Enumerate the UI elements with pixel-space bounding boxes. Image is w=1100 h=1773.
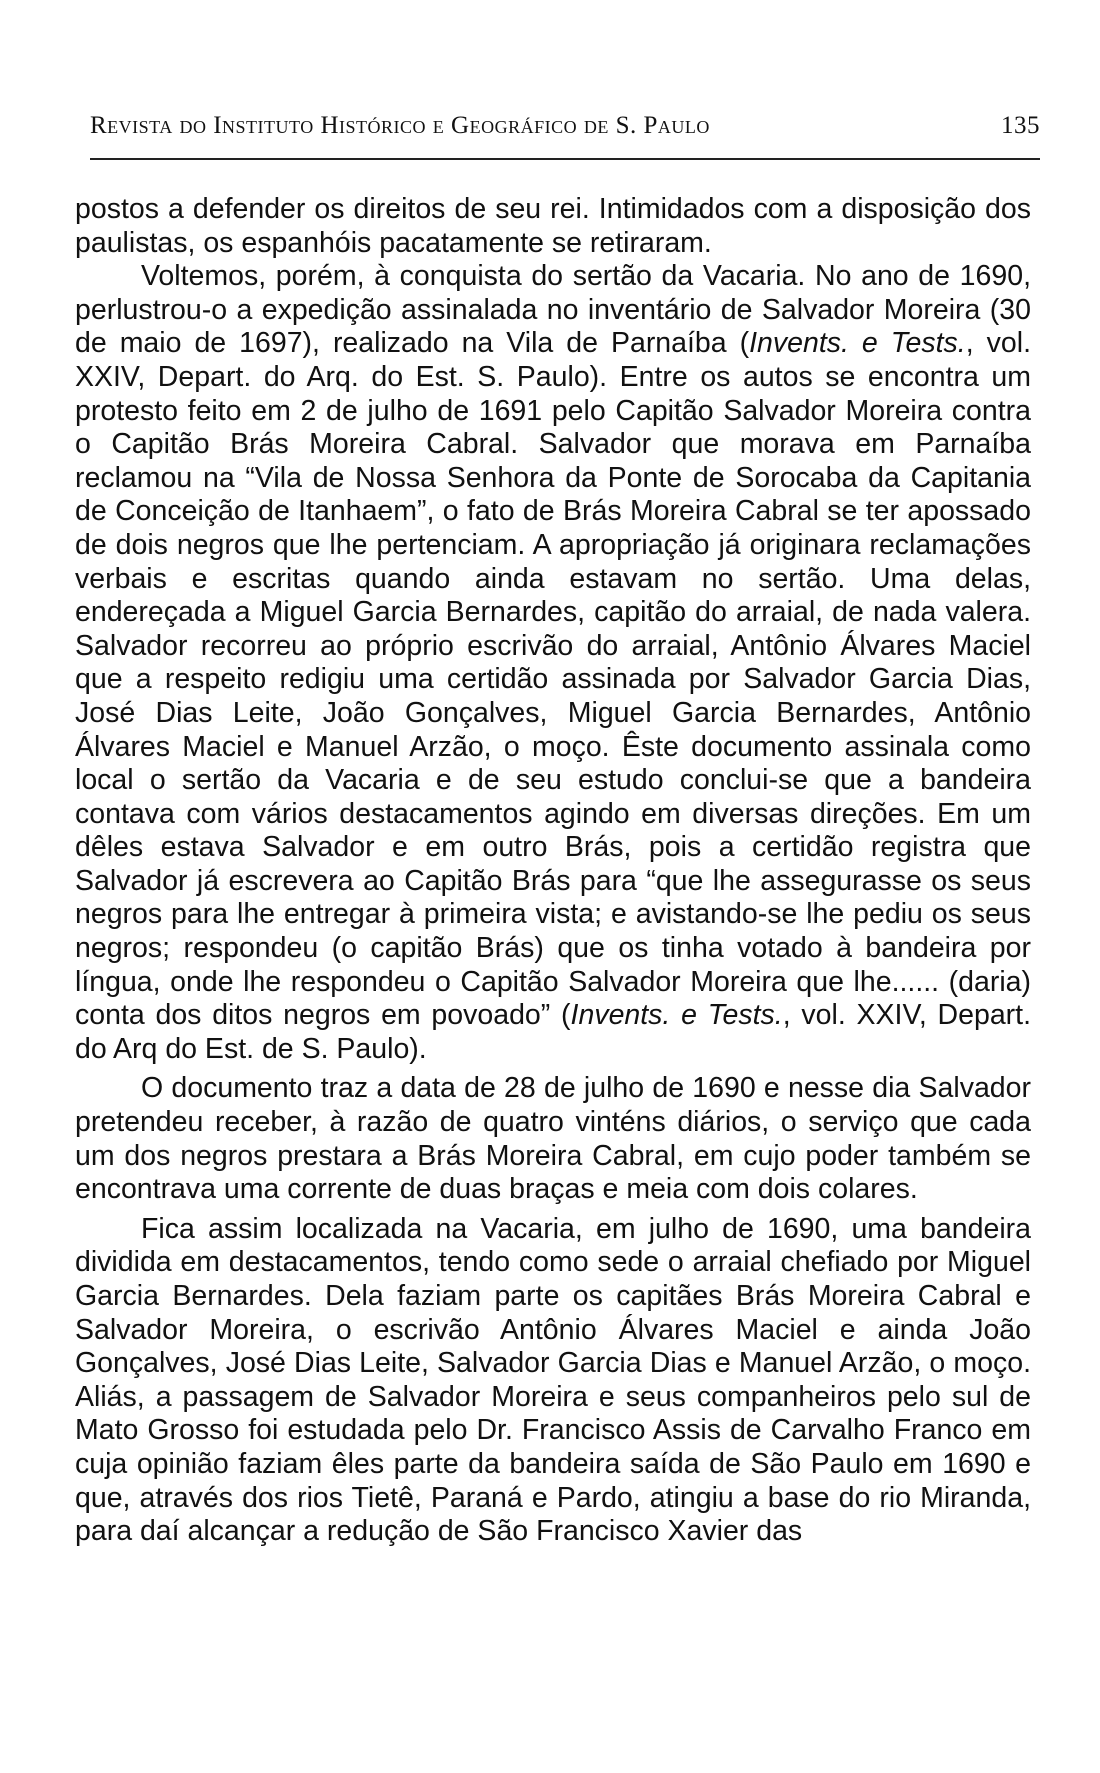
paragraph-1-text: postos a defender os direitos de seu rei. Intimidados com a disposição dos paulistas, os espanhóis pacatamente se retiraram. [75,193,1031,259]
paragraph-3 [75,1072,1031,1206]
header-rule [90,158,1040,160]
running-header [90,112,1040,152]
page-number: 135 [1001,112,1040,139]
paragraph-2-text-b: , vol. XXIV, Depart. do Arq. do Est. S. Paulo). Entre os autos se encontra um protesto feito em 2 de julho de 1691 pelo Capitão Salvador Moreira contra o Capitão Brás Moreira Cabral. Salvador que morava em Parnaíba reclamou na “Vila de Nossa Senhora da Ponte de Sorocaba da Capitania de Conceição de Itanhaem”, o fato de Brás Moreira Cabral se ter apossado de dois negros que lhe pertenciam. A apropriação já originara reclamações verbais e escritas quando ainda estavam no sertão. Uma delas, endereçada a Miguel Garcia Bernardes, capitão do arraial, de nada valera. Salvador recorreu ao próprio escrivão do arraial, Antônio Álvares Maciel que a respeito redigiu uma certidão assinada por Salvador Garcia Dias, José Dias Leite, João Gonçalves, Miguel Garcia Bernardes, Antônio Álvares Maciel e Manuel Arzão, o moço. Êste documento assinala como local o sertão da Vacaria e de seu estudo conclui-se que a bandeira contava com vários destacamentos agindo em diversas direções. Em um dêles estava Salvador e em outro Brás, pois a certidão registra que Salvador já escrevera ao Capitão Brás para “que lhe assegurasse os seus negros para lhe entregar à primeira vista; e avistando-se lhe pediu os seus negros; respondeu (o capitão Brás) que os tinha votado à bandeira por língua, onde lhe respondeu o Capitão Salvador Moreira que lhe...... (daria) conta dos ditos negros em povoado” ( [75,327,1031,1032]
paragraph-2-text-a: Voltemos, porém, à conquista do sertão da Vacaria. No ano de 1690, perlustrou-o a expedição assinalada no inventário de Salvador Moreira (30 de maio de 1697), realizado na Vila de Parnaíba ( [75,260,1031,360]
citation-italic: Invents. e Tests. [570,999,783,1032]
paragraph-4-text: Fica assim localizada na Vacaria, em julho de 1690, uma bandeira dividida em destacamentos, tendo como sede o arraial chefiado por Miguel Garcia Bernardes. Dela faziam parte os capitães Brás Moreira Cabral e Salvador Moreira, o escrivão Antônio Álvares Maciel e ainda João Gonçalves, José Dias Leite, Salvador Garcia Dias e Manuel Arzão, o moço. Aliás, a passagem de Salvador Moreira e seus companheiros pelo sul de Mato Grosso foi estudada pelo Dr. Francisco Assis de Carvalho Franco em cuja opinião faziam êles parte da bandeira saída de São Paulo em 1690 e que, através dos rios Tietê, Paraná e Pardo, atingiu a base do rio Miranda, para daí alcançar a redução de São Francisco Xavier das [75,1212,1031,1548]
paragraph-2-text-c: , vol. XXIV, Depart. do Arq do Est. de S. Paulo). [75,999,1031,1065]
body-text [75,193,1031,1549]
citation-italic: Invents. e Tests. [749,327,966,360]
journal-title: Revista do Instituto Histórico e Geográfico de S. Paulo [90,112,710,139]
paragraph-3-text: O documento traz a data de 28 de julho de 1690 e nesse dia Salvador pretendeu receber, à razão de quatro vinténs diários, o serviço que cada um dos negros prestara a Brás Moreira Cabral, em cujo poder também se encontrava uma corrente de duas braças e meia com dois colares. [75,1072,1031,1206]
paragraph-1 [75,193,1031,260]
paragraph-4 [75,1213,1031,1549]
paragraph-2 [75,260,1031,1066]
